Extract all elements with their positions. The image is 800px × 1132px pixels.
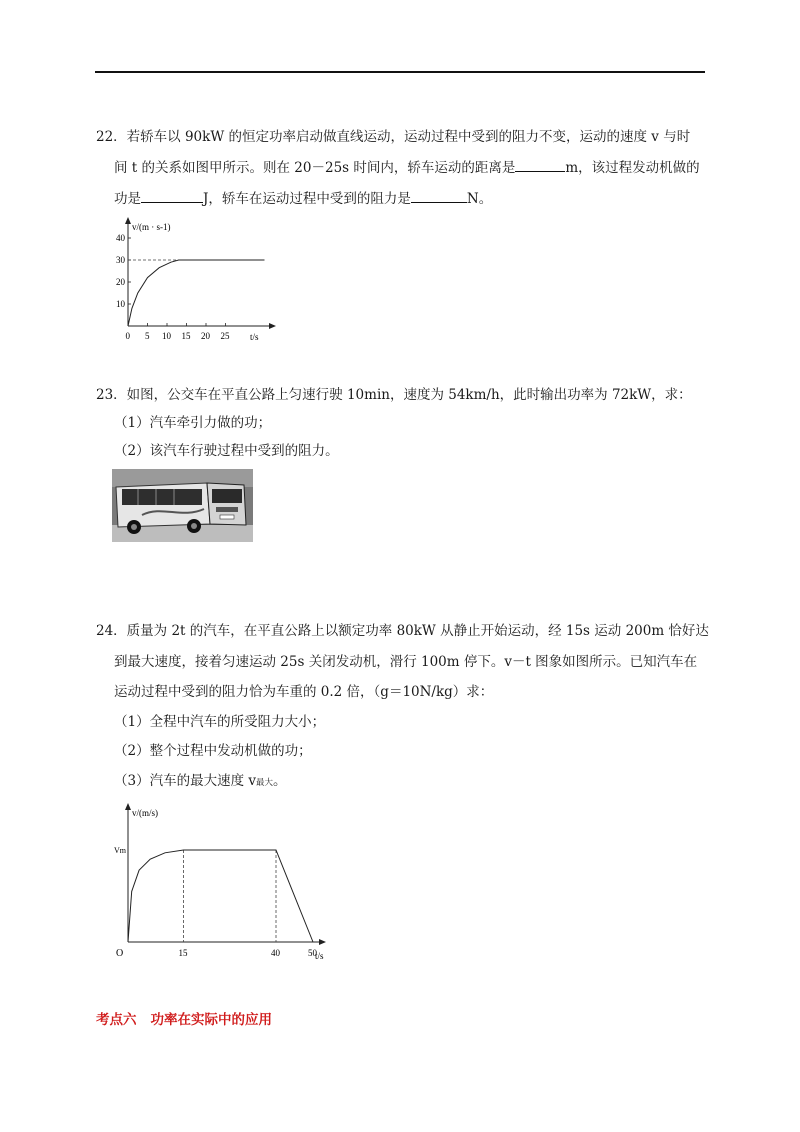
q22-line-3-text-b: J，轿车在运动过程中受到的阻力是 [203, 191, 411, 207]
q24-y-axis-label: v/(m/s) [132, 808, 158, 818]
q24-vt-chart [110, 798, 335, 966]
q22-line-3-text-a: 功是 [114, 191, 141, 207]
q24-tick-labels [114, 846, 318, 958]
q22-line-2 [114, 157, 700, 178]
q24-line-1: 24．质量为 2t 的汽车，在平直公路上以额定功率 80kW 从静止开始运动，经 15s 运动 200m 恰好达 [96, 623, 709, 639]
q22-vt-chart [110, 212, 295, 347]
q22-velocity-curve [128, 260, 265, 326]
q22-y-tick-label: 40 [116, 233, 125, 243]
q24-item-3-end: 。 [273, 773, 287, 789]
q22-x-tick-label: 20 [201, 331, 210, 341]
q22-y-tick-label: 10 [116, 299, 125, 309]
q22-work-blank[interactable] [141, 188, 203, 203]
q24-item-1: （1）全程中汽车的所受阻力大小； [114, 714, 326, 730]
q22-x-tick-label: 10 [162, 331, 171, 341]
q22-resistance-blank[interactable] [411, 188, 467, 203]
q24-x-tick-label: 15 [178, 948, 188, 958]
q24-velocity-curve [128, 850, 313, 942]
q23-item-1: （1）汽车牵引力做的功； [114, 415, 272, 431]
header-rule [95, 71, 705, 73]
q22-x-tick-label: 0 [125, 331, 130, 341]
q22-x-tick-label: 5 [145, 331, 150, 341]
q23-line-1: 23．如图，公交车在平直公路上匀速行驶 10min，速度为 54km/h，此时输出功率为 72kW，求： [96, 387, 692, 403]
q24-x-tick-label: 40 [271, 948, 280, 958]
q24-x-tick-label: 50 [308, 948, 317, 958]
q24-line-3: 运动过程中受到的阻力恰为车重的 0.2 倍，（g＝10N/kg）求： [114, 684, 494, 700]
q24-x-axis-label: t/s [315, 951, 324, 961]
q22-line-2-text-b: m，该过程发动机做的 [565, 160, 700, 176]
q22-line-2-text-a: 间 t 的关系如图甲所示。则在 20－25s 时间内，轿车运动的距离是 [114, 160, 516, 176]
section-title: 功率在实际中的应用 [150, 1012, 272, 1028]
q24-origin-label: O [116, 948, 124, 959]
q22-line-3 [114, 188, 492, 209]
q22-y-axis-label: v/(m · s-1) [132, 222, 171, 232]
bus-photo [112, 469, 253, 542]
q24-item-2: （2）整个过程中发动机做的功； [114, 743, 312, 759]
q24-item-3-subscript: 最大 [256, 778, 274, 788]
q24-guide-lines [184, 850, 277, 942]
q22-distance-blank[interactable] [515, 157, 565, 172]
q24-item-3-text: （3）汽车的最大速度 v [114, 773, 257, 789]
q22-x-tick-label: 15 [181, 331, 191, 341]
q22-x-tick-label: 25 [220, 331, 230, 341]
q22-line-1: 22．若轿车以 90kW 的恒定功率启动做直线运动，运动过程中受到的阻力不变，运动的速度 v 与时 [96, 129, 691, 145]
q22-y-tick-label: 20 [116, 277, 125, 287]
q24-item-3 [114, 771, 287, 793]
q24-y-tick-label: Vm [114, 846, 126, 855]
q22-line-3-text-c: N。 [466, 191, 493, 207]
q22-tick-labels [116, 233, 230, 341]
q22-x-axis-label: t/s [250, 332, 259, 342]
q23-item-2: （2）该汽车行驶过程中受到的阻力。 [114, 443, 339, 459]
section-heading [96, 1008, 286, 1028]
q24-line-2: 到最大速度，接着匀速运动 25s 关闭发动机，滑行 100m 停下。v－t 图象如图所示。已知汽车在 [114, 654, 698, 670]
section-number: 考点六 [96, 1012, 137, 1028]
q22-y-tick-label: 30 [116, 255, 125, 265]
